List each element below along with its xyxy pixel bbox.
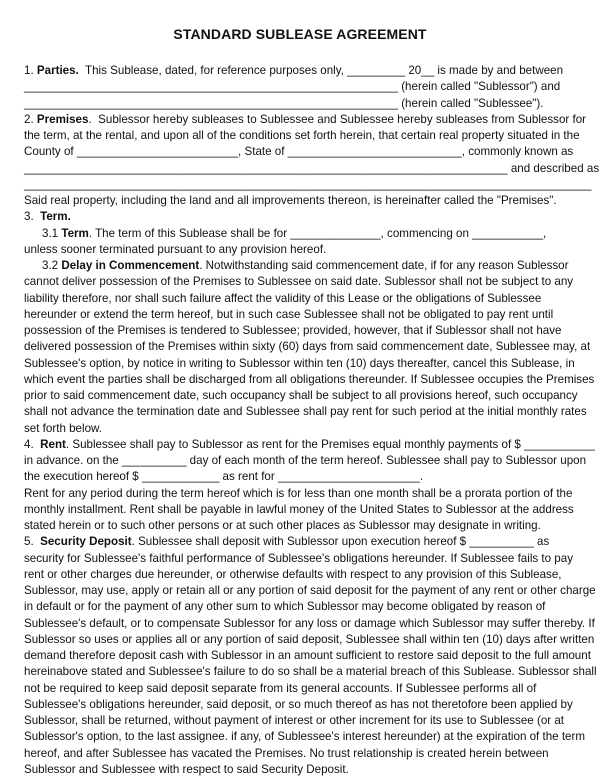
- document-line: [24, 128, 580, 144]
- document-line: [24, 648, 591, 664]
- document-line: [24, 307, 553, 323]
- line-text: Said real property, including the land and all improvements thereon, is hereinafter called the "Premises".: [24, 194, 557, 207]
- section-heading: Rent: [40, 437, 66, 451]
- line-text: possession of the Premises is tendered to Sublessee; provided, however, that if Sublessor shall not have: [24, 324, 562, 337]
- document-line: [24, 746, 549, 762]
- section-number: 3.1: [42, 226, 62, 240]
- line-text: . Sublessee shall pay to Sublessor as rent for the Premises equal monthly payments of $ ___________: [65, 437, 596, 451]
- section-number: 2.: [24, 112, 37, 126]
- line-text: County of _________________________, State of ___________________________, commonly known as: [24, 145, 574, 159]
- document-line: [24, 63, 563, 79]
- document-line: [24, 388, 578, 404]
- line-text: not be required to keep said deposit separate from its general accounts. If Sublessee performs all of: [24, 681, 537, 695]
- line-text: delivered possession of the Premises within sixty (60) days from said commencement date, Sublessee may, at: [24, 340, 591, 354]
- document-line: [24, 599, 545, 615]
- document-line: [24, 632, 594, 648]
- line-text: set forth below.: [24, 421, 102, 435]
- document-line: [24, 502, 574, 518]
- line-text: the term, at the rental, and upon all of the conditions set forth herein, that certain real property situated in the: [24, 129, 580, 142]
- line-text: Sublessor so uses or applies all or any portion of said deposit, Sublessee shall within ten (10) days after written: [24, 632, 595, 646]
- line-text: . Notwithstanding said commencement date, if for any reason Sublessor: [199, 259, 569, 272]
- document-line: [42, 258, 569, 274]
- line-text: . The term of this Sublease shall be for ______________, commencing on ___________,: [88, 226, 547, 240]
- document-line: [24, 79, 560, 95]
- document-line: [24, 486, 572, 502]
- line-text: Sublessor, shall be returned, without payment of interest or other increment for its use to Sublessee (or at: [24, 714, 565, 727]
- line-text: stated herein or to such other persons or at such other places as Sublessor may designate in writing.: [24, 519, 541, 532]
- document-title: STANDARD SUBLEASE AGREEMENT: [173, 26, 427, 42]
- document-line: [24, 697, 573, 713]
- line-text: rent or other charges due hereunder, or otherwise defaults with respect to any provision of this Sublease,: [24, 567, 562, 581]
- line-text: Sublessor and Sublessee with respect to said Security Deposit.: [24, 762, 349, 776]
- document-line: [24, 144, 573, 160]
- document-line: [24, 339, 590, 355]
- document-line: [24, 274, 573, 290]
- document-line: [24, 437, 595, 453]
- line-text: prior to said commencement date, such occupancy shall be subject to all provisions hereof, such occupancy: [24, 389, 578, 402]
- document-line: [24, 161, 599, 177]
- line-text: liability therefore, nor shall such failure affect the validity of this Lease or the obligations of Sublessee: [24, 291, 542, 305]
- line-text: unless sooner terminated pursuant to any provision hereof.: [24, 242, 327, 256]
- line-text: hereinabove stated and Sublessee's failure to do so shall be a material breach of this Sublease. Sublessor shall: [24, 665, 597, 679]
- line-text: __________________________________________________________ (herein called "Sublessee").: [24, 96, 544, 110]
- document-line: [24, 112, 586, 128]
- section-heading: Term: [61, 226, 89, 240]
- line-text: . Sublessee shall deposit with Sublessor upon execution hereof $ __________ as: [131, 535, 550, 549]
- line-text: monthly installment. Rent shall be payable in lawful money of the United States to Sublessor at the address: [24, 502, 574, 516]
- document-line: [24, 469, 423, 485]
- line-text: hereof, and after Sublessee has vacated the Premises. No trust relationship is created herein between: [24, 746, 549, 760]
- document-line: [24, 356, 575, 372]
- line-text: ________________________________________________________________________________________: [24, 177, 592, 191]
- line-text: ___________________________________________________________________________ and described as: [24, 161, 600, 175]
- line-text: Sublessee's default, or to compensate Sublessor for any loss or damage which Sublessor may suffer thereby. If: [24, 616, 595, 630]
- section-number: 3.: [24, 210, 41, 224]
- section-number: 1.: [24, 64, 37, 77]
- document-line: [24, 551, 573, 567]
- document-line: [24, 616, 595, 632]
- document-line: [24, 453, 586, 469]
- document-line: [24, 664, 597, 680]
- document-line: [24, 421, 102, 437]
- line-text: hereunder or extend the term hereof, but in such case Sublessee shall not be obligated to pay rent until: [24, 307, 554, 321]
- line-text: __________________________________________________________ (herein called "Sublessor") and: [24, 80, 561, 94]
- document-line: [24, 193, 557, 209]
- section-heading: Premises: [36, 112, 89, 126]
- line-text: in advance. on the __________ day of each month of the term hereof. Sublessee shall pay to Sublessor upon: [24, 454, 587, 467]
- document-line: [24, 583, 596, 599]
- section-number: 4.: [24, 437, 41, 451]
- line-text: in default or for the payment of any other sum to which Sublessor may become obligated by reason of: [24, 600, 546, 614]
- line-text: . Sublessor hereby subleases to Sublessee and Sublessee hereby subleases from Sublessor for: [88, 112, 586, 126]
- document-line: [24, 729, 585, 745]
- line-text: security for Sublessee's faithful performance of Sublessee's obligations hereunder. If Sublessee fails to pay: [24, 551, 573, 565]
- section-heading: Term.: [40, 210, 71, 224]
- document-line: [24, 242, 326, 258]
- line-text: demand therefore deposit cash with Sublessor in an amount sufficient to restore said deposit to the full amount: [24, 649, 591, 662]
- section-heading: Security Deposit: [40, 535, 132, 549]
- section-number: 5.: [24, 535, 41, 549]
- document-line: [24, 209, 71, 225]
- line-text: shall not advance the termination date and Sublessee shall pay rent for such period at the initial monthly rates: [24, 405, 587, 419]
- document-line: [24, 567, 561, 583]
- document-line: [24, 534, 549, 550]
- document-line: [24, 681, 536, 697]
- section-number: 3.2: [42, 259, 62, 272]
- section-heading: Parties.: [36, 64, 79, 77]
- line-text: This Sublease, dated, for reference purposes only, _________ 20__ is made by and between: [78, 64, 564, 77]
- document-line: [24, 96, 543, 112]
- document-line: [24, 713, 564, 729]
- document-line: [24, 518, 541, 534]
- section-heading: Delay in Commencement: [61, 259, 200, 272]
- document-line: [24, 323, 561, 339]
- document-line: [24, 372, 594, 388]
- document-line: [24, 291, 541, 307]
- line-text: cannot deliver possession of the Premises to Sublessee on said date. Sublessor shall not be subject to any: [24, 275, 574, 289]
- document-line: [24, 404, 587, 420]
- line-text: Sublessee's option, by notice in writing to Sublessor within ten (10) days thereafter, cancel this Sublease, in: [24, 356, 575, 370]
- line-text: the execution hereof $ ____________ as rent for ______________________.: [24, 470, 424, 484]
- document-line: [24, 177, 591, 193]
- line-text: Sublessor, may use, apply or retain all or any portion of said deposit for the payment of any rent or other charge: [24, 584, 596, 597]
- line-text: Sublessor's option, to the last assignee. if any, of Sublessee's interest hereunder) at the expiration of the term: [24, 730, 586, 744]
- line-text: Rent for any period during the term hereof which is for less than one month shall be a prorata portion of the: [24, 486, 573, 500]
- document-line: [24, 762, 349, 778]
- document-line: [42, 226, 546, 242]
- line-text: which event the parties shall be discharged from all obligations thereunder. If Sublessee occupies the Premises: [24, 372, 595, 386]
- line-text: Sublessee's obligations hereunder, said deposit, or so much thereof as has not theretofore been applied by: [24, 697, 573, 711]
